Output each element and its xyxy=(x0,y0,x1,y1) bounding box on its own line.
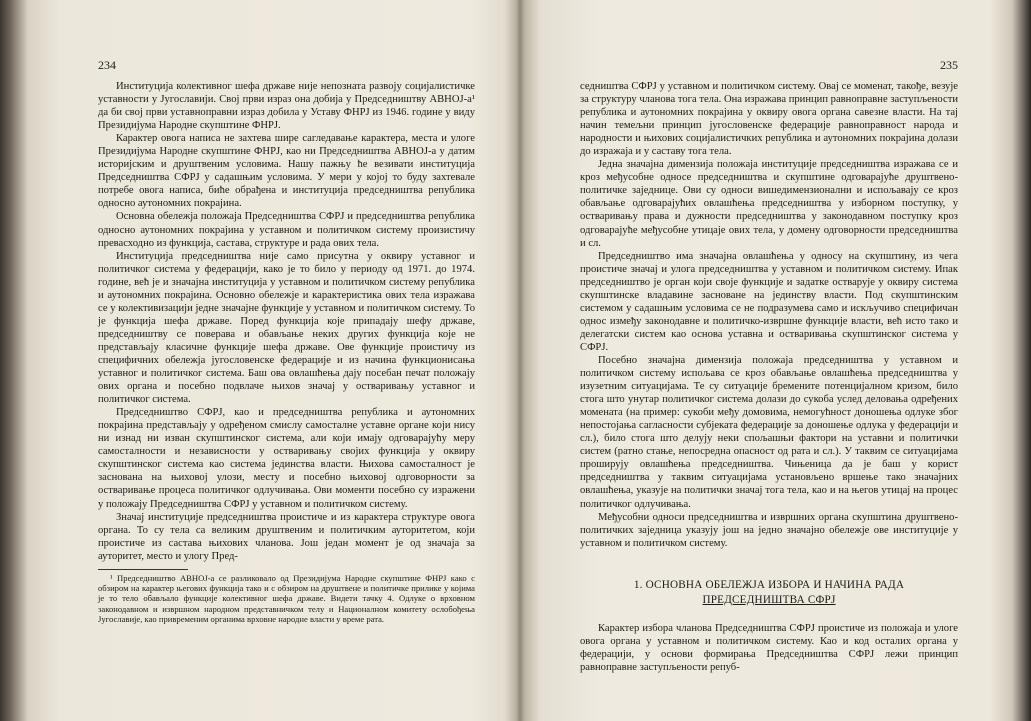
section-heading-line: 1. ОСНОВНА ОБЕЛЕЖЈА ИЗБОРА И НАЧИНА РАДА xyxy=(633,578,905,591)
page-number: 234 xyxy=(98,58,116,72)
paragraph: Институција председништва није само присутна у оквиру уставног и политичког система у федерацији, како је то било у периоду од 1971. до 1974. године, већ је и значајна институција у уставном и политичком систему република и аутономних покрајина. Основно обележје и карактеристика ових тела изражава се у колективизацији једне значајне функције у уставном и политичком систему. То је функција шефа државе. Поред функција које припадају шефу државе, председништву се поверава и обављање неких других функција које не представљају класичне функције шефа државе. Ове функције проистичу из специфичних обележја југословенске федерације и из начина функционисања уставног и политичког система. Баш ова овлашћења дају посебан печат положају ових органа и посебно подвлаче њихов значај у остваривању уставног и политичког система. xyxy=(98,250,475,406)
paragraph: Значај институције председништва проистиче и из карактера структуре овога органа. То су тела са великим друштвеним и политичким ауторитетом, који проистиче из састава њихових чланова. Још један момент је од значаја за ауторитет, место и улогу Пред- xyxy=(98,511,475,562)
paragraph: Председништво има значајна овлашћења у односу на скупштину, из чега проистиче значај и улога председништва у уставном и политичком систему. Ипак председништво је орган који своје функције и задатке остварује у оквиру система скупштинске владавине заснованe на јединству власти. Под скупштинским системом у садашњим условима се не подразумева само и искључиво специфичан однос између законодавне и политичко-извршне функције власти, већ исто тако и делегатски систем као основа уставна и остваривања скупштинског система у СФРЈ. xyxy=(580,250,958,353)
paragraph: седништва СФРЈ у уставном и политичком систему. Овај се моменат, такође, везује за структуру чланова тога тела. Она изражава принцип равноправне заступљености република и аутономних покрајина у оквиру овога органа савезне власти. На тај начин темељни принцип југословенске федерације равноправност народа и народности и њихових социјалистичких република и аутономних покрајина долази до изражаја и у саставу тога тела. xyxy=(580,81,958,158)
paragraph: Основна обележја положаја Председништва СФРЈ и председништва република односно аутономних покрајина у уставном и политичком систему произистичу превасходно из функција, састава, структуре и рада ових тела. xyxy=(98,211,475,249)
paragraph: Једна значајна димензија положаја институције председништва изражава се и кроз међусобне односе председништва и скупштине одговарајуће друштвено-политичке заједнице. Ови су односи вишедимензионални и испољавају се кроз обављање одговарајућих овлашћења председништва у изборном поступку, у остваривању права и дужности председништва у законодавном поступку кроз одговарајуће међусобне утицаје ових тела, у домену одговорности председништва и сл. xyxy=(580,159,958,249)
section-heading xyxy=(580,578,958,608)
paragraph: Међусобни односи председништва и извршних органа скупштина друштвено-политичких заједница указују још на једно значајно обележје ове институције у уставном и политичком систему. xyxy=(580,511,958,549)
page-body xyxy=(580,80,958,674)
paragraph: Посебно значајна димензија положаја председништва у уставном и политичком систему испољава се кроз обављање овлашћења председништва у изузетним ситуацијама. Те су ситуације бремените потенцијалном кризом, било стога што унутар политичког система долази до сукоба услед деловања одређених момената (на пример: сукоби међу домовима, немогућност доношења одлуке због непостојања сагласности субјеката федерације за доношење одлука у федерацији и сл.), било стога што делују неки спољашњи фактори на уставни и политички систем (ратно стање, непосредна опасност од рата и сл.). У таквим се ситуацијама проширују овлашћења председништва. Чињеница да је баш у корист председништва у таквим ситуацијама установљено вршење тако значајних овлашћења, указује на политички значај тога тела, као и на његов утицај на процес политичког одлучивања. xyxy=(580,354,958,510)
paragraph: Институција колективног шефа државе није непозната развоју социјалистичке уставности у Југославији. Свој први израз она добија у Председништву АВНОЈ-а¹ да би свој први уставноправни израз добила у Уставу ФНРЈ из 1946. године у виду Президијума Народне скупштине ФНРЈ. xyxy=(98,81,475,132)
footnote-rule xyxy=(98,569,188,570)
page-body xyxy=(98,80,475,624)
footnote-text: ¹ Председништво АВНОЈ-а се разликовало од Президијума Народне скупштине ФНРЈ како с обзиром на карактер његових функција тако и с обзиром на друштвене и политичке прилике у којима је то тело обављало функције колективног шефа државе. Видети тачку 4. Одлуке о врховном законодавном и извршном народном представничком телу и Националном комитету ослобођења Југославије, као привременим органима врховне народне власти у време рата. xyxy=(98,572,475,624)
paragraph: Председништво СФРЈ, као и председништва република и аутономних покрајина представљају у одређеном смислу самосталне уставне органе који нису ни изнад ни изван скупштинског система, али који имају одговарајућу меру самосталности и независности у остваривању својих функција у оквиру скупштинског система као система јединства власти. Њихова самосталност је заснована на њиховој улози, месту и посебно њиховој одговорности за остваривање процеса политичког одлучивања. Ови моменти посебно су изражени у положају Председништва СФРЈ у уставном и политичком систему. xyxy=(98,407,475,510)
page-number: 235 xyxy=(940,58,958,72)
paragraph: Карактер овога написа не захтева шире сагледавање карактера, места и улоге Президијума Народне скупштине ФНРЈ, као ни Председништва АВНОЈ-а у датим историјским и друштвеним условима. Нашу пажњу ће везивати институција Председништва СФРЈ у садашњим условима. У мери у којој то буду захтевале потребе овога написа, биће обрађена и институција председништва република односно аутономних покрајина. xyxy=(98,133,475,210)
section-heading-line: ПРЕДСЕДНИШТВА СФРЈ xyxy=(702,593,836,606)
paragraph: Карактер избора чланова Председништва СФРЈ проистиче из положаја и улоге овога органа у уставном и политичком систему. Као и код осталих органа у федерацији, у основи формирања Председништва СФРЈ лежи принцип равноправне заступљености репуб- xyxy=(580,622,958,673)
right-page xyxy=(520,0,1031,721)
footnote xyxy=(98,573,475,624)
